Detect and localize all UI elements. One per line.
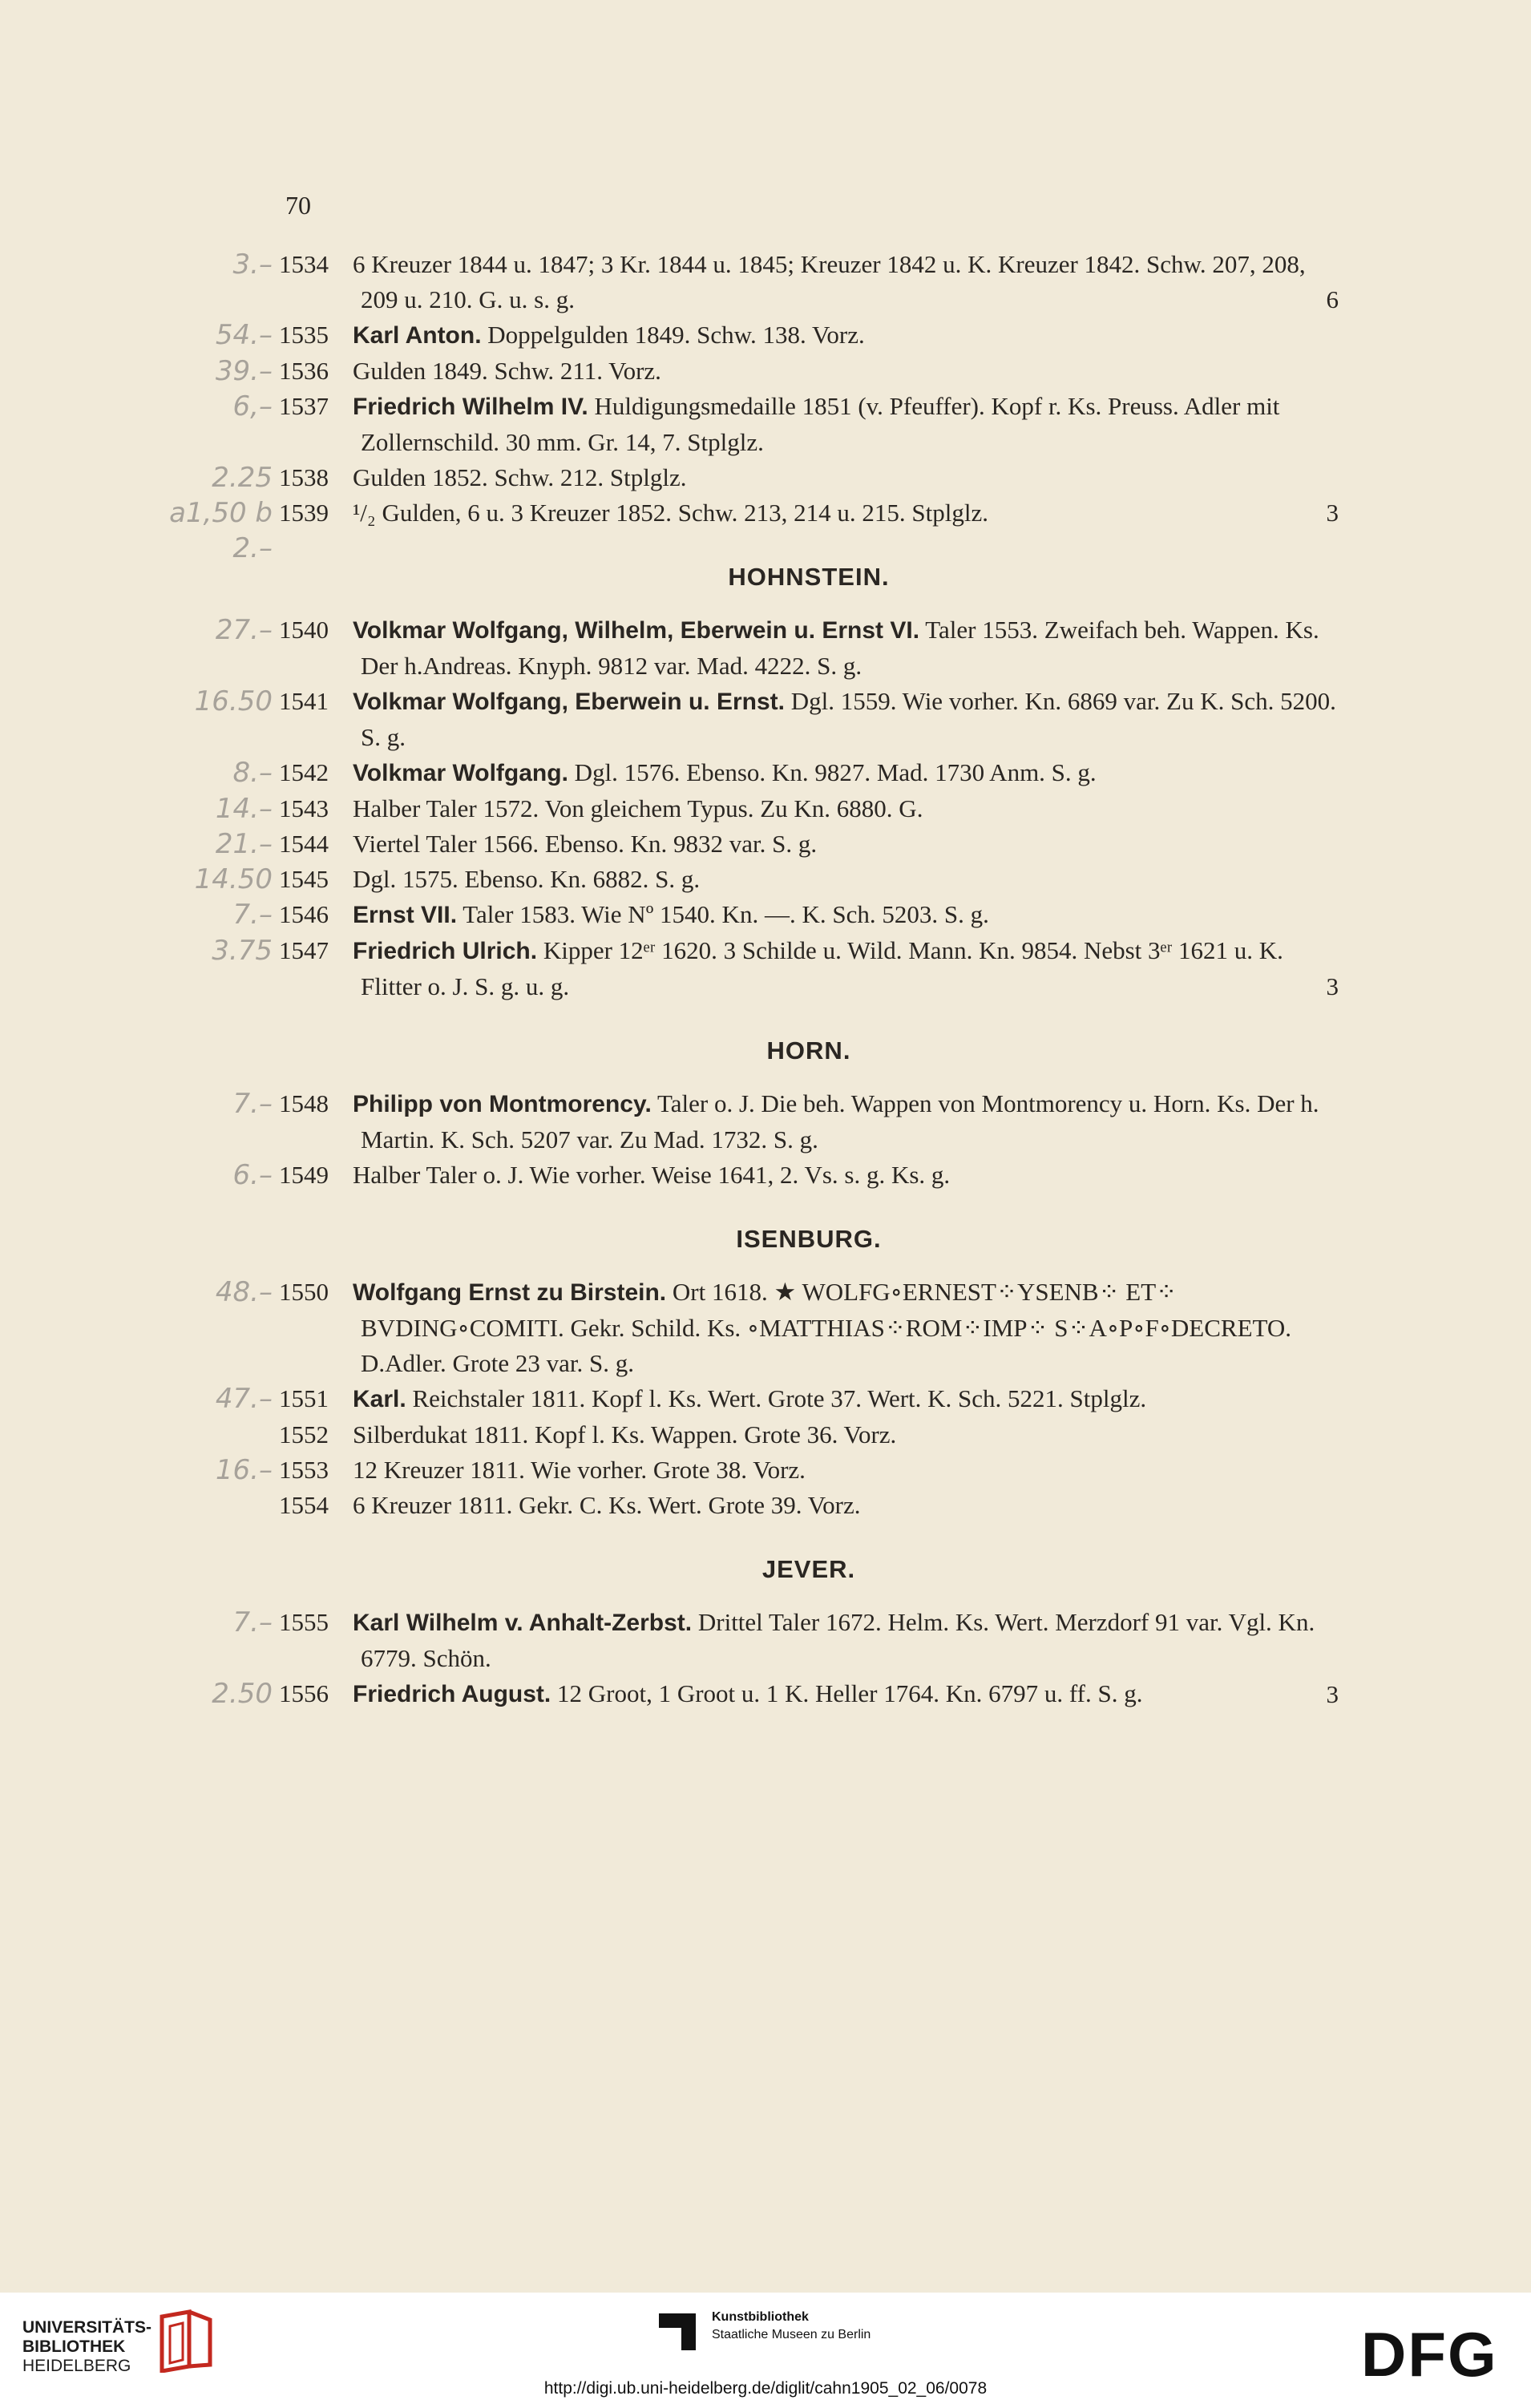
lot-description: Gulden 1849. Schw. 211. Vorz. xyxy=(353,357,661,385)
handwritten-price-note: 8.– xyxy=(232,757,273,789)
lot-description: Dgl. 1575. Ebenso. Kn. 6882. S. g. xyxy=(353,865,701,893)
lot-number: 1542 xyxy=(279,758,329,786)
handwritten-price-note: 3.– xyxy=(232,248,273,281)
lot-number: 1539 xyxy=(279,499,329,527)
lot-number: 1544 xyxy=(279,830,329,858)
handwritten-price-note: 7.– xyxy=(232,899,273,931)
lot-number: 1549 xyxy=(279,1161,329,1189)
lot-description: 12 Kreuzer 1811. Wie vorher. Grote 38. Vorz. xyxy=(353,1456,806,1484)
ub-heidelberg-logo[interactable] xyxy=(22,2318,151,2376)
ub-heidelberg-mark-icon xyxy=(157,2309,215,2373)
lot-description: Taler o. J. Die beh. Wappen von Montmorency u. Horn. Ks. Der h. Martin. K. Sch. 5207 var. Zu Mad. 1732. S. g. xyxy=(361,1089,1319,1153)
catalog-entry xyxy=(160,1605,1339,1676)
lot-number: 1551 xyxy=(279,1384,329,1412)
handwritten-price-note: 2.50 xyxy=(212,1678,273,1710)
handwritten-price-note: 2.25 xyxy=(212,462,273,494)
ub-logo-line-3: HEIDELBERG xyxy=(22,2357,131,2375)
lot-number: 1541 xyxy=(279,687,329,715)
catalog-entry xyxy=(160,389,1339,460)
handwritten-price-note: 16.50 xyxy=(194,685,273,717)
lot-number: 1546 xyxy=(279,900,329,928)
lot-number: 1556 xyxy=(279,1679,329,1707)
lot-description: ¹/₂ Gulden, 6 u. 3 Kreuzer 1852. Schw. 213, 214 u. 215. Stplglz. xyxy=(353,499,988,527)
ruler-name: Wolfgang Ernst zu Birstein. xyxy=(353,1279,667,1306)
kunstbibliothek-subtitle: Staatliche Museen zu Berlin xyxy=(712,2328,871,2341)
ruler-name: Karl. xyxy=(353,1386,406,1412)
catalog-entry xyxy=(160,247,1339,317)
lot-description: Halber Taler 1572. Von gleichem Typus. Zu Kn. 6880. G. xyxy=(353,794,923,822)
lot-description: 6 Kreuzer 1844 u. 1847; 3 Kr. 1844 u. 1845; Kreuzer 1842 u. K. Kreuzer 1842. Schw. 207, 208, 209 u. 210. G. u. s. g. xyxy=(353,250,1306,313)
catalog-entry xyxy=(160,826,1339,862)
ruler-name: Philipp von Montmorency. xyxy=(353,1091,652,1117)
ub-logo-line-1: UNIVERSITÄTS- xyxy=(22,2318,152,2337)
catalog-entry xyxy=(160,1488,1339,1523)
lot-description: Huldigungsmedaille 1851 (v. Pfeuffer). Kopf r. Ks. Preuss. Adler mit Zollernschild. 30 mm. Gr. 14, 7. Stplglz. xyxy=(361,392,1280,456)
section-title: HORN. xyxy=(766,1036,851,1065)
catalog-entry xyxy=(160,1676,1339,1712)
lot-description: Silberdukat 1811. Kopf l. Ks. Wappen. Grote 36. Vorz. xyxy=(353,1420,897,1448)
lot-number: 1543 xyxy=(279,794,329,822)
handwritten-price-note: 14.50 xyxy=(194,863,273,895)
handwritten-price-note: 47.– xyxy=(215,1383,273,1415)
handwritten-price-note: 54.– xyxy=(215,319,273,351)
handwritten-price-note: 6,– xyxy=(232,390,273,422)
catalog-entry xyxy=(160,1381,1339,1417)
lot-description: Dgl. 1559. Wie vorher. Kn. 6869 var. Zu K. Sch. 5200. S. g. xyxy=(361,687,1336,751)
ruler-name: Friedrich August. xyxy=(353,1681,551,1707)
lot-number: 1545 xyxy=(279,865,329,893)
catalog-entry xyxy=(160,897,1339,933)
lot-description: Halber Taler o. J. Wie vorher. Weise 1641, 2. Vs. s. g. Ks. g. xyxy=(353,1161,951,1189)
lot-description: Taler 1583. Wie Nº 1540. Kn. —. K. Sch. 5203. S. g. xyxy=(463,900,989,928)
catalog-entry xyxy=(160,354,1339,389)
lot-description: Taler 1553. Zweifach beh. Wappen. Ks. Der h.Andreas. Knyph. 9812 var. Mad. 4222. S. g. xyxy=(361,616,1319,680)
catalog-entry xyxy=(160,612,1339,684)
lot-number: 1553 xyxy=(279,1456,329,1484)
lot-number: 1550 xyxy=(279,1278,329,1306)
lot-number: 1534 xyxy=(279,250,329,278)
section-title: HOHNSTEIN. xyxy=(728,563,890,591)
lot-count: 6 xyxy=(1326,285,1339,313)
ruler-name: Karl Wilhelm v. Anhalt-Zerbst. xyxy=(353,1610,693,1636)
handwritten-price-note: 7.– xyxy=(232,1606,273,1638)
catalog-entry xyxy=(160,1275,1339,1381)
catalog-entry xyxy=(160,1086,1339,1158)
lot-number: 1552 xyxy=(279,1420,329,1448)
kunstbibliothek-name: Kunstbibliothek xyxy=(712,2310,809,2324)
source-url-link[interactable]: http://digi.ub.uni-heidelberg.de/diglit/cahn1905_02_06/0078 xyxy=(543,2379,988,2398)
ruler-name: Friedrich Ulrich. xyxy=(353,938,538,964)
lot-number: 1554 xyxy=(279,1491,329,1519)
ruler-name: Friedrich Wilhelm IV. xyxy=(353,394,588,420)
lot-number: 1536 xyxy=(279,357,329,385)
ruler-name: Volkmar Wolfgang, Eberwein u. Ernst. xyxy=(353,689,785,715)
ruler-name: Volkmar Wolfgang. xyxy=(353,760,568,786)
lot-count: 3 xyxy=(1326,972,1339,1000)
catalog-entry xyxy=(160,495,1339,564)
handwritten-price-note: 39.– xyxy=(215,355,273,387)
catalog-entry xyxy=(160,684,1339,755)
lot-number: 1537 xyxy=(279,392,329,420)
lot-description: Gulden 1852. Schw. 212. Stplglz. xyxy=(353,463,687,491)
catalog-content xyxy=(160,247,1339,1712)
lot-number: 1535 xyxy=(279,321,329,349)
handwritten-price-note: 21.– xyxy=(215,828,273,860)
lot-number: 1538 xyxy=(279,463,329,491)
lot-number: 1555 xyxy=(279,1608,329,1636)
ruler-name: Karl Anton. xyxy=(353,322,482,349)
handwritten-price-note: 16.– xyxy=(215,1454,273,1486)
catalog-entry xyxy=(160,317,1339,354)
lot-number: 1548 xyxy=(279,1089,329,1117)
catalog-entry xyxy=(160,862,1339,897)
lot-description: Kipper 12ᵉʳ 1620. 3 Schilde u. Wild. Mann. Kn. 9854. Nebst 3ᵉʳ 1621 u. K. Flitter o. J. S. g. u. g. xyxy=(361,936,1283,1000)
lot-count: 3 xyxy=(1326,1680,1339,1708)
ub-logo-line-2: BIBLIOTHEK xyxy=(22,2337,126,2356)
lot-description: Doppelgulden 1849. Schw. 138. Vorz. xyxy=(487,321,865,349)
lot-description: Reichstaler 1811. Kopf l. Ks. Wert. Grote 37. Wert. K. Sch. 5221. Stplglz. xyxy=(412,1384,1147,1412)
handwritten-price-note: 14.– xyxy=(215,793,273,825)
handwritten-price-note: 7.– xyxy=(232,1088,273,1120)
page-number: 70 xyxy=(285,191,311,220)
lot-number: 1547 xyxy=(279,936,329,964)
section-title: ISENBURG. xyxy=(736,1225,882,1253)
catalog-entry xyxy=(160,755,1339,791)
catalog-entry xyxy=(160,933,1339,1004)
catalog-entry xyxy=(160,791,1339,826)
catalog-entry xyxy=(160,1158,1339,1193)
kunstbibliothek-logo-icon xyxy=(656,2307,704,2355)
handwritten-price-note: 48.– xyxy=(215,1276,273,1308)
kunstbibliothek-text[interactable] xyxy=(712,2309,871,2344)
lot-description: 12 Groot, 1 Groot u. 1 K. Heller 1764. Kn. 6797 u. ff. S. g. xyxy=(557,1679,1143,1707)
lot-description: Ort 1618. ★ WOLFG∘ERNEST⁘YSENB⁘ ET⁘BVDING∘COMITI. Gekr. Schild. Ks. ∘MATTHIAS⁘ROM⁘IMP⁘ S⁘A∘P∘F∘DECRETO. D.Adler. Grote 23 var. S. g. xyxy=(361,1278,1292,1377)
catalog-entry xyxy=(160,1452,1339,1488)
catalog-entry xyxy=(160,460,1339,495)
handwritten-price-note: 6.– xyxy=(232,1159,273,1191)
section-title: JEVER. xyxy=(761,1555,856,1583)
lot-description: 6 Kreuzer 1811. Gekr. C. Ks. Wert. Grote 39. Vorz. xyxy=(353,1491,861,1519)
handwritten-price-note: a1,50 b 2.– xyxy=(169,497,273,564)
dfg-logo[interactable]: DFG xyxy=(1361,2319,1498,2390)
lot-number: 1540 xyxy=(279,616,329,644)
catalog-entry xyxy=(160,1417,1339,1452)
lot-description: Viertel Taler 1566. Ebenso. Kn. 9832 var. S. g. xyxy=(353,830,818,858)
lot-description: Dgl. 1576. Ebenso. Kn. 9827. Mad. 1730 Anm. S. g. xyxy=(574,758,1097,786)
lot-count: 3 xyxy=(1326,499,1339,527)
lot-description: Drittel Taler 1672. Helm. Ks. Wert. Merzdorf 91 var. Vgl. Kn. 6779. Schön. xyxy=(361,1608,1315,1672)
ruler-name: Volkmar Wolfgang, Wilhelm, Eberwein u. Ernst VI. xyxy=(353,617,920,644)
handwritten-price-note: 27.– xyxy=(215,614,273,646)
ruler-name: Ernst VII. xyxy=(353,902,458,928)
handwritten-price-note: 3.75 xyxy=(212,935,273,967)
